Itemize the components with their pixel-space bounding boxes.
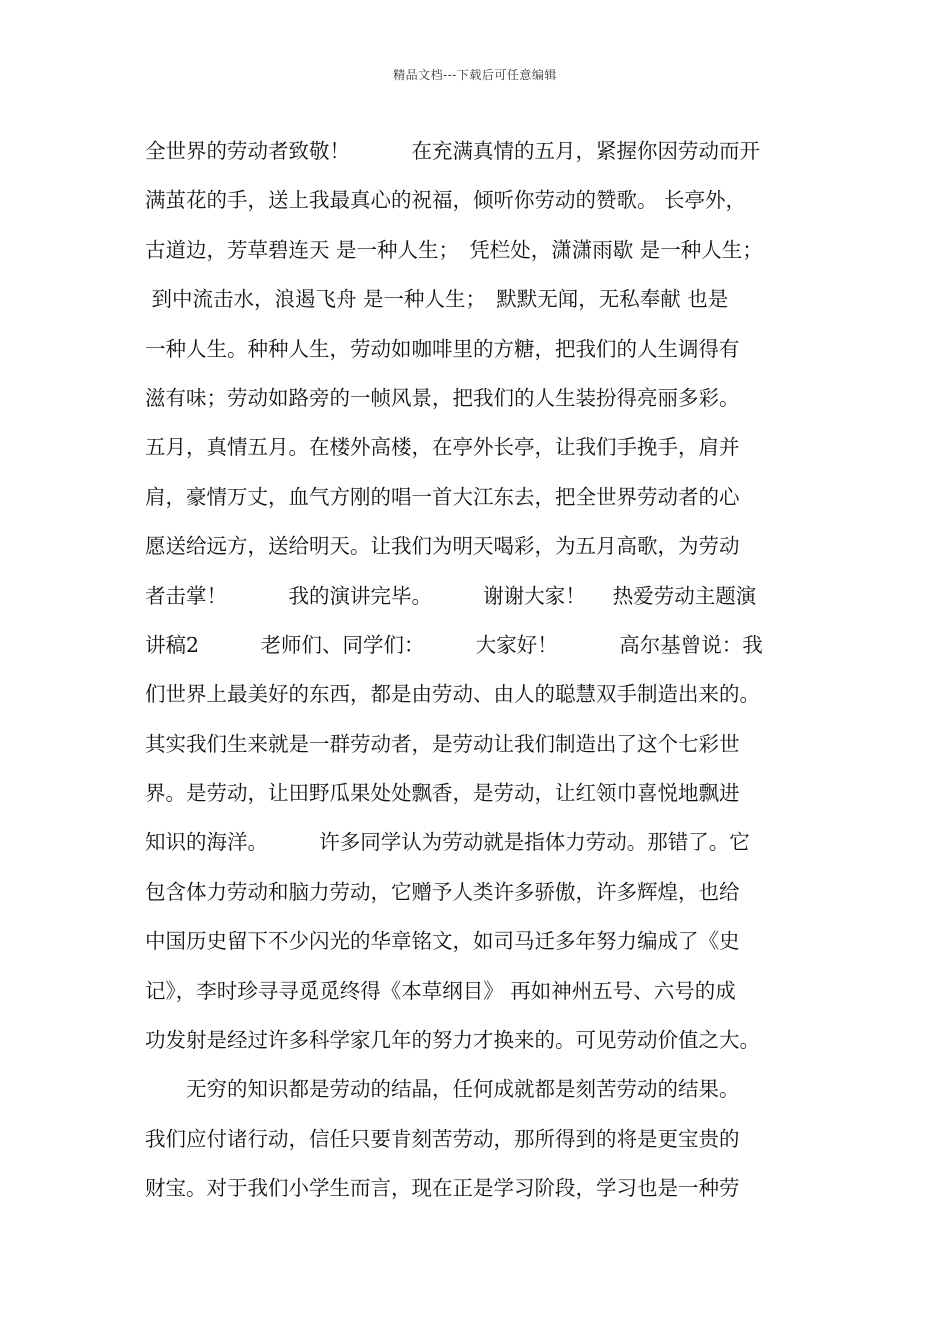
text-line: 到中流击水，浪遏飞舟 是一种人生； 默默无闻，无私奉献 也是 xyxy=(145,287,729,312)
text-line: 界。是劳动，让田野瓜果处处飘香，是劳动，让红领巾喜悦地飘进 xyxy=(145,781,740,806)
text-line: 其实我们生来就是一群劳动者，是劳动让我们制造出了这个七彩世 xyxy=(145,731,740,756)
text-line: 财宝。对于我们小学生而言，现在正是学习阶段，学习也是一种劳 xyxy=(145,1176,740,1201)
text-line: 肩，豪情万丈，血气方刚的唱一首大江东去，把全世界劳动者的心 xyxy=(145,484,740,509)
document-body xyxy=(145,131,825,1218)
text-line: 功发射是经过许多科学家几年的努力才换来的。可见劳动价值之大。 xyxy=(145,1028,760,1053)
text-line: 愿送给远方，送给明天。让我们为明天喝彩，为五月高歌，为劳动 xyxy=(145,534,740,559)
text-line: 记》，李时珍寻寻觅觅终得《本草纲目》 再如神州五号、六号的成 xyxy=(145,978,736,1003)
text-line: 包含体力劳动和脑力劳动，它赠予人类许多骄傲，许多辉煌，也给 xyxy=(145,879,740,904)
text-line: 满茧花的手，送上我最真心的祝福，倾听你劳动的赞歌。 长亭外， xyxy=(145,188,747,213)
text-line: 知识的海洋。 许多同学认为劳动就是指体力劳动。那错了。它 xyxy=(145,830,750,855)
text-line: 全世界的劳动者致敬！ 在充满真情的五月，紧握你因劳动而开 xyxy=(145,139,760,163)
text-line: 讲稿2 老师们、同学们： 大家好！ 高尔基曾说：我 xyxy=(145,632,763,657)
page-header: 精品文档---下载后可任意编辑 xyxy=(393,68,557,82)
text-line: 者击掌！ 我的演讲完毕。 谢谢大家！ 热爱劳动主题演 xyxy=(145,583,757,608)
text-line: 无穷的知识都是劳动的结晶，任何成就都是刻苦劳动的结果。 xyxy=(145,1077,740,1102)
text-line: 们世界上最美好的东西，都是由劳动、由人的聪慧双手制造出来的。 xyxy=(145,682,760,707)
text-line: 滋有味；劳动如路旁的一帧风景，把我们的人生装扮得亮丽多彩。 xyxy=(145,385,740,410)
text-line: 古道边，芳草碧连天 是一种人生； 凭栏处，潇潇雨歇 是一种人生； xyxy=(145,237,763,262)
text-line: 中国历史留下不少闪光的华章铭文，如司马迁多年努力编成了《史 xyxy=(145,929,740,954)
text-line: 五月，真情五月。在楼外高楼，在亭外长亭，让我们手挽手，肩并 xyxy=(145,435,740,460)
text-line: 一种人生。种种人生，劳动如咖啡里的方糖，把我们的人生调得有 xyxy=(145,336,740,361)
text-line: 我们应付诸行动，信任只要肯刻苦劳动，那所得到的将是更宝贵的 xyxy=(145,1126,740,1151)
